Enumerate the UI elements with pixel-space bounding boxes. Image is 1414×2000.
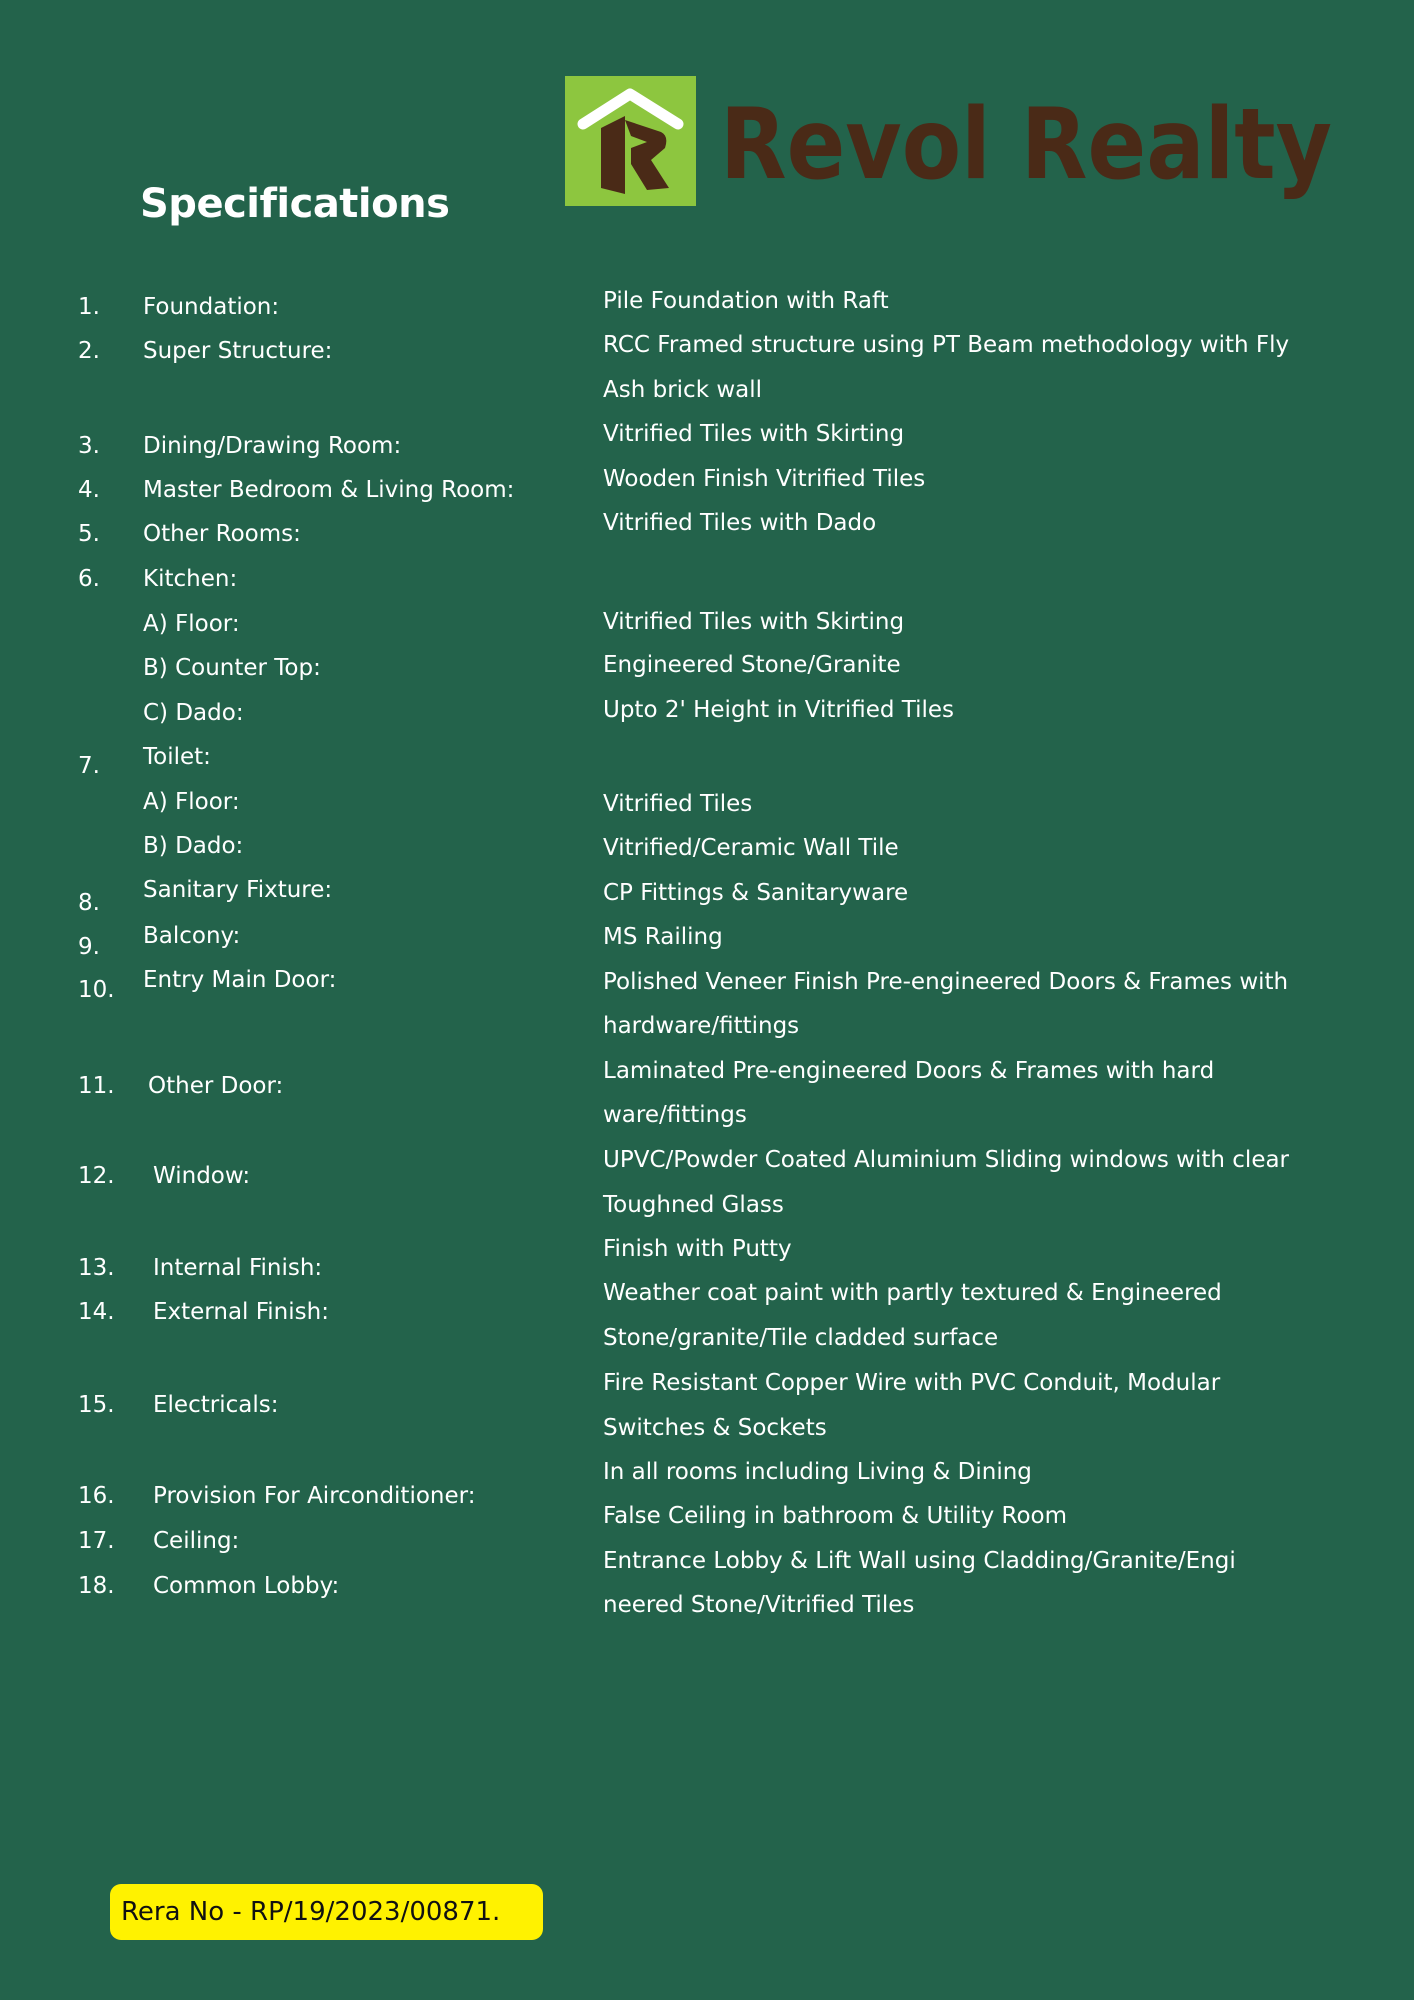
spec-value: Vitrified Tiles with Skirting	[603, 609, 905, 635]
spec-value: ware/fittings	[603, 1102, 747, 1128]
spec-value: Laminated Pre-engineered Doors & Frames with hard	[603, 1058, 1215, 1084]
spec-label: Window:	[153, 1163, 251, 1189]
spec-value: Entrance Lobby & Lift Wall using Cladding/Granite/Engi	[603, 1548, 1236, 1574]
spec-label: Toilet:	[143, 744, 211, 770]
spec-value: UPVC/Powder Coated Aluminium Sliding windows with clear	[603, 1147, 1290, 1173]
spec-value: Engineered Stone/Granite	[603, 652, 901, 678]
rera-number-badge: Rera No - RP/19/2023/00871.	[110, 1884, 543, 1940]
spec-value: Weather coat paint with partly textured & Engineered	[603, 1280, 1222, 1306]
spec-value: Switches & Sockets	[603, 1415, 827, 1441]
spec-label: Common Lobby:	[153, 1573, 340, 1599]
spec-value: CP Fittings & Sanitaryware	[603, 880, 909, 906]
spec-value: Upto 2' Height in Vitrified Tiles	[603, 697, 955, 723]
spec-label: Ceiling:	[153, 1528, 240, 1554]
spec-label: Super Structure:	[143, 338, 333, 364]
spec-value: Vitrified Tiles	[603, 791, 753, 817]
spec-value: Vitrified/Ceramic Wall Tile	[603, 835, 899, 861]
spec-value: RCC Framed structure using PT Beam methodology with Fly	[603, 332, 1290, 358]
spec-value: Finish with Putty	[603, 1236, 792, 1262]
spec-number: 8.	[78, 890, 100, 916]
spec-label: Kitchen:	[143, 566, 238, 592]
spec-label: Foundation:	[143, 294, 280, 320]
spec-number: 17.	[78, 1528, 115, 1554]
spec-value: MS Railing	[603, 924, 723, 950]
spec-number: 14.	[78, 1299, 115, 1325]
spec-label: Sanitary Fixture:	[143, 877, 333, 903]
spec-value: Polished Veneer Finish Pre-engineered Doors & Frames with	[603, 969, 1289, 995]
spec-value: Vitrified Tiles with Dado	[603, 510, 877, 536]
spec-label: Other Rooms:	[143, 521, 301, 547]
logo-icon	[565, 76, 696, 206]
spec-number: 6.	[78, 566, 100, 592]
spec-number: 11.	[78, 1073, 115, 1099]
spec-value: False Ceiling in bathroom & Utility Room	[603, 1503, 1067, 1529]
spec-value: Toughned Glass	[603, 1192, 784, 1218]
spec-value: Pile Foundation with Raft	[603, 288, 889, 314]
spec-value: neered Stone/Vitrified Tiles	[603, 1592, 915, 1618]
brand-name-wordmark	[718, 78, 1338, 208]
page-title: Specifications	[140, 181, 450, 227]
spec-number: 18.	[78, 1573, 115, 1599]
house-r-logo-icon	[565, 76, 696, 206]
spec-label: Master Bedroom & Living Room:	[143, 477, 515, 503]
spec-value: Vitrified Tiles with Skirting	[603, 421, 905, 447]
spec-number: 1.	[78, 294, 100, 320]
spec-number: 16.	[78, 1483, 115, 1509]
spec-number: 13.	[78, 1255, 115, 1281]
spec-label: Entry Main Door:	[143, 967, 337, 993]
spec-value: hardware/fittings	[603, 1013, 800, 1039]
spec-value: Wooden Finish Vitrified Tiles	[603, 466, 926, 492]
spec-number: 3.	[78, 433, 100, 459]
spec-label: Internal Finish:	[153, 1255, 323, 1281]
spec-value: Fire Resistant Copper Wire with PVC Conduit, Modular	[603, 1370, 1221, 1396]
spec-number: 7.	[78, 753, 100, 779]
spec-label: C) Dado:	[143, 700, 244, 726]
spec-value: In all rooms including Living & Dining	[603, 1459, 1032, 1485]
spec-label: Other Door:	[148, 1073, 284, 1099]
spec-label: Electricals:	[153, 1392, 279, 1418]
spec-number: 4.	[78, 477, 100, 503]
spec-label: B) Counter Top:	[143, 655, 321, 681]
spec-label: External Finish:	[153, 1299, 329, 1325]
spec-number: 2.	[78, 338, 100, 364]
spec-label: A) Floor:	[143, 611, 240, 637]
spec-label: Provision For Airconditioner:	[153, 1483, 476, 1509]
spec-number: 12.	[78, 1163, 115, 1189]
spec-label: Dining/Drawing Room:	[143, 433, 402, 459]
spec-number: 9.	[78, 934, 100, 960]
spec-value: Stone/granite/Tile cladded surface	[603, 1325, 999, 1351]
spec-number: 5.	[78, 521, 100, 547]
spec-label: A) Floor:	[143, 789, 240, 815]
spec-number: 10.	[78, 977, 115, 1003]
spec-label: Balcony:	[143, 923, 241, 949]
spec-number: 15.	[78, 1392, 115, 1418]
spec-label: B) Dado:	[143, 833, 244, 859]
spec-value: Ash brick wall	[603, 377, 763, 403]
brand-name: Revol Realty	[720, 88, 1332, 202]
